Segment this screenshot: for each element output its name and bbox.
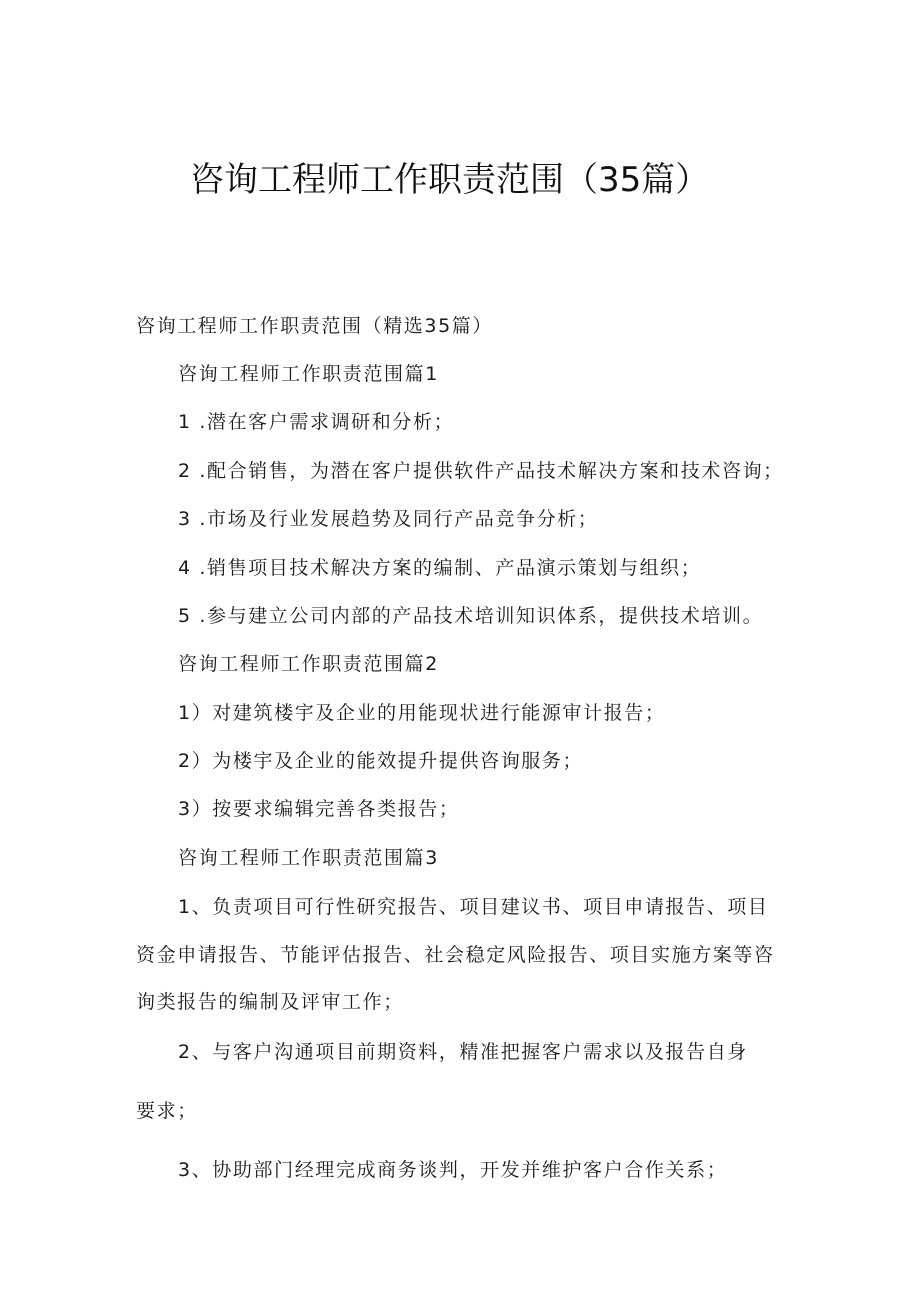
paragraph: 2、与客户沟通项目前期资料，精准把握客户需求以及报告自身: [178, 1041, 748, 1063]
list-item: 4 .销售项目技术解决方案的编制、产品演示策划与组织；: [178, 557, 702, 579]
section-heading-1: 咨询工程师工作职责范围篇1: [178, 363, 439, 385]
list-item: 3）按要求编辑完善各类报告；: [178, 798, 460, 820]
list-item: 2 .配合销售，为潜在客户提供软件产品技术解决方案和技术咨询；: [178, 460, 784, 482]
section-heading-3: 咨询工程师工作职责范围篇3: [178, 847, 439, 869]
list-item: 3 .市场及行业发展趋势及同行产品竞争分析；: [178, 508, 599, 530]
section-heading-2: 咨询工程师工作职责范围篇2: [178, 653, 439, 675]
paragraph: 1、负责项目可行性研究报告、项目建议书、项目申请报告、项目资金申请报告、节能评估报告、社会稳定风险报告、项目实施方案等咨询类报告的编制及评审工作；: [136, 896, 775, 1013]
paragraph: 3、协助部门经理完成商务谈判，开发并维护客户合作关系；: [178, 1159, 728, 1181]
list-item: 1）对建筑楼宇及企业的用能现状进行能源审计报告；: [178, 702, 666, 724]
document-title: 咨询工程师工作职责范围（35篇）: [190, 160, 710, 200]
document-subtitle: 咨询工程师工作职责范围（精选35篇）: [136, 315, 493, 337]
list-item: 5 .参与建立公司内部的产品技术培训知识体系，提供技术培训。: [178, 605, 764, 627]
list-item: 1 .潜在客户需求调研和分析；: [178, 411, 455, 433]
list-item: 2）为楼宇及企业的能效提升提供咨询服务；: [178, 750, 584, 772]
paragraph-continuation: 要求；: [136, 1100, 198, 1122]
